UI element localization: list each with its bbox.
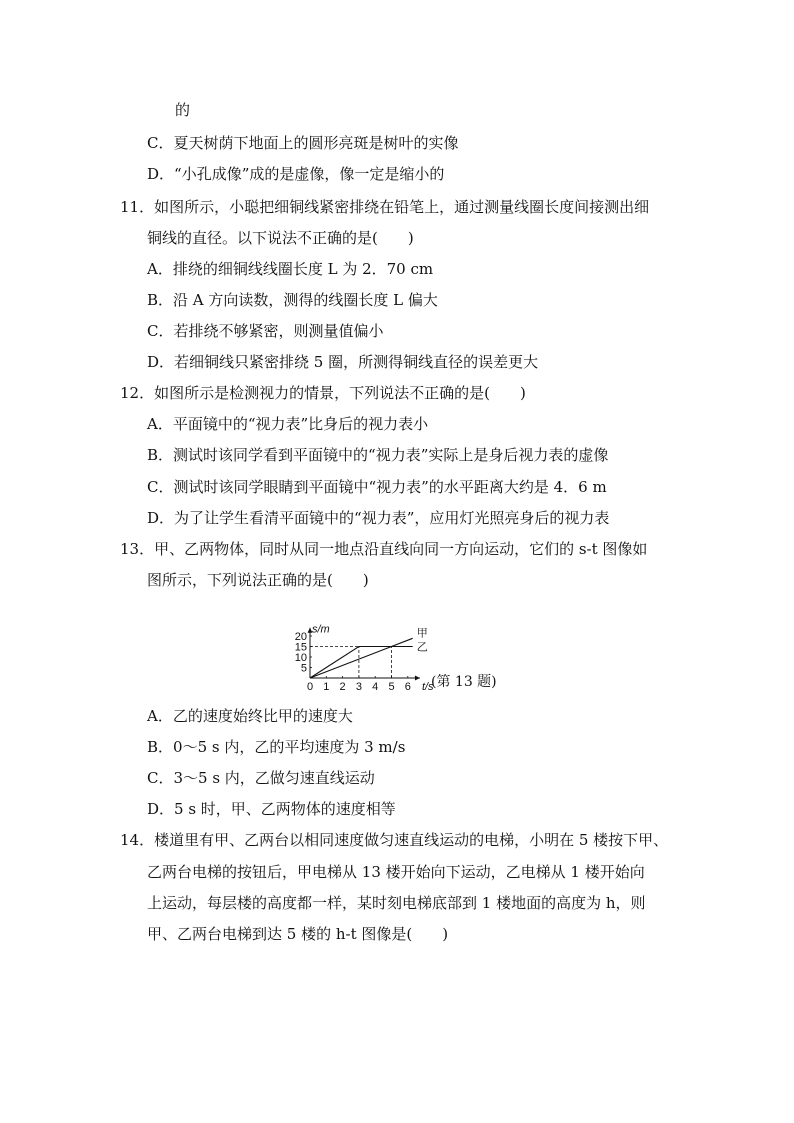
y-tick-label: 15 <box>294 641 307 654</box>
series-line-yi <box>310 647 413 679</box>
q13-figure-caption: (第 13 题) <box>431 674 497 690</box>
q11-option-b: B．沿 A 方向读数，测得的线圈长度 L 偏大 <box>147 291 438 309</box>
q10-option-d: D．“小孔成像”成的是虚像，像一定是缩小的 <box>147 165 445 183</box>
q13-stem-line2: 图所示，下列说法正确的是( ) <box>147 571 369 589</box>
q10-continuation: 的 <box>175 101 191 119</box>
q11-option-a: A．排绕的细铜线线圈长度 L 为 2．70 cm <box>147 260 434 278</box>
q10-option-c: C．夏天树荫下地面上的圆形亮斑是树叶的实像 <box>147 134 459 152</box>
q11-option-d: D．若细铜线只紧密排绕 5 圈，所测得铜线直径的误差更大 <box>147 353 539 371</box>
x-tick-label: 4 <box>372 681 379 692</box>
series-line-jia <box>310 638 413 678</box>
y-tick-label: 10 <box>294 652 307 664</box>
q11-stem-line1: 11．如图所示，小聪把细铜线紧密排绕在铅笔上，通过测量线圈长度间接测出细 <box>120 198 650 216</box>
q13-option-d: D．5 s 时，甲、乙两物体的速度相等 <box>147 800 396 818</box>
x-axis-arrow <box>415 676 420 681</box>
q13-option-a: A．乙的速度始终比甲的速度大 <box>147 707 353 725</box>
y-axis-label: s/m <box>312 623 330 636</box>
q13-stem-line1: 13．甲、乙两物体，同时从同一地点沿直线向同一方向运动，它们的 s-t 图像如 <box>120 540 648 558</box>
x-tick-label: 2 <box>339 681 346 692</box>
q11-option-c: C．若排绕不够紧密，则测量值偏小 <box>147 322 384 340</box>
q13-option-b: B．0～5 s 内，乙的平均速度为 3 m/s <box>147 738 406 756</box>
x-tick-label: 3 <box>355 681 362 692</box>
x-axis-label: t/s <box>421 681 434 692</box>
y-tick-label: 5 <box>300 662 307 675</box>
q12-option-a: A．平面镜中的“视力表”比身后的视力表小 <box>147 415 429 433</box>
series-label-yi: 乙 <box>416 641 428 654</box>
x-tick-label: 6 <box>404 681 411 692</box>
q12-stem: 12．如图所示是检测视力的情景，下列说法不正确的是( ) <box>120 384 526 402</box>
q12-option-c: C．测试时该同学眼睛到平面镜中“视力表”的水平距离大约是 4．6 m <box>147 478 607 496</box>
q14-stem-line4: 甲、乙两台电梯到达 5 楼的 h-t 图像是( ) <box>147 925 449 943</box>
q11-stem-line2: 铜线的直径。以下说法不正确的是( ) <box>147 229 414 247</box>
x-tick-label: 1 <box>323 681 330 692</box>
q12-option-b: B．测试时该同学看到平面镜中的“视力表”实际上是身后视力表的虚像 <box>147 446 609 464</box>
q14-stem-line3: 上运动，每层楼的高度都一样，某时刻电梯底部到 1 楼地面的高度为 h，则 <box>147 894 646 912</box>
series-label-jia: 甲 <box>416 627 428 640</box>
q12-option-d: D．为了让学生看清平面镜中的“视力表”，应用灯光照亮身后的视力表 <box>147 509 610 527</box>
x-tick-label: 0 <box>306 681 314 692</box>
x-tick-label: 5 <box>388 681 395 692</box>
q14-stem-line2: 乙两台电梯的按钮后，甲电梯从 13 楼开始向下运动，乙电梯从 1 楼开始向 <box>147 863 645 881</box>
q13-option-c: C．3～5 s 内，乙做匀速直线运动 <box>147 769 375 787</box>
y-tick-label: 20 <box>294 631 307 643</box>
q14-stem-line1: 14．楼道里有甲、乙两台以相同速度做匀速直线运动的电梯，小明在 5 楼按下甲、 <box>120 831 669 849</box>
